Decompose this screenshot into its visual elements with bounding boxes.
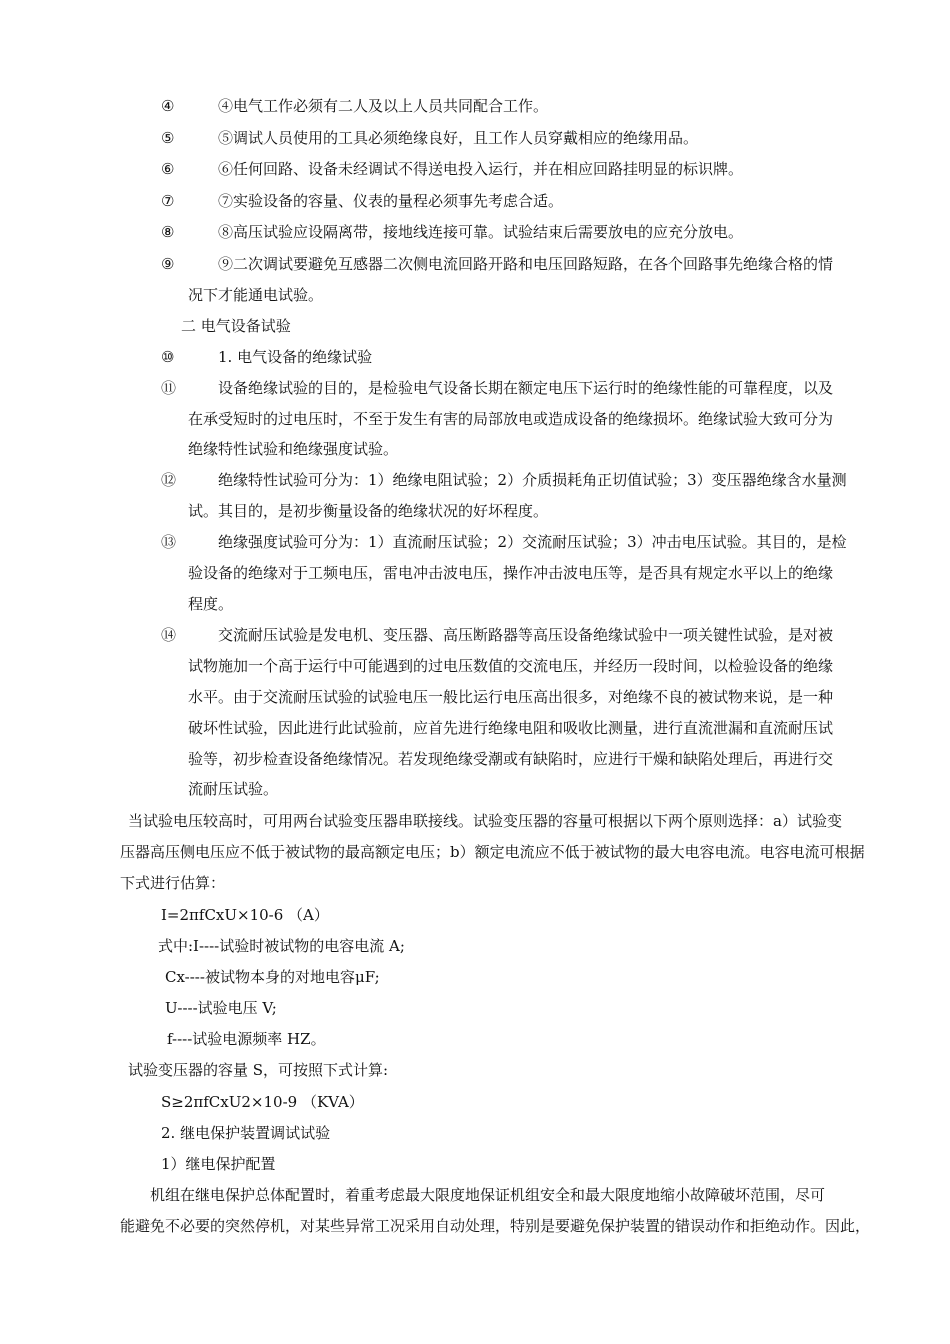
formula-definition: 式中:I----试验时被试物的电容电流 A; [158, 937, 405, 955]
paragraph-line: 试验变压器的容量 S，可按照下式计算: [128, 1061, 389, 1079]
item-text: 绝缘特性试验可分为：1）绝缘电阻试验；2）介质损耗角正切值试验；3）变压器绝缘含水量测 [218, 471, 847, 489]
item-marker: ⑫ [161, 471, 177, 489]
item-text: 绝缘强度试验可分为：1）直流耐压试验；2）交流耐压试验；3）冲击电压试验。其目的，是检 [218, 533, 847, 551]
item-marker: ⑭ [161, 626, 177, 644]
section-title: 2. 继电保护装置调试试验 [161, 1124, 331, 1142]
item-text: 试物施加一个高于运行中可能遇到的过电压数值的交流电压，并经历一段时间，以检验设备的绝缘 [188, 657, 834, 675]
item-text: ⑨二次调试要避免互感器二次侧电流回路开路和电压回路短路，在各个回路事先绝缘合格的情 [218, 255, 834, 273]
paragraph-line: 压器高压侧电压应不低于被试物的最高额定电压；b）额定电流应不低于被试物的最大电容电流。电容电流可根据 [120, 843, 865, 861]
item-text: ⑤调试人员使用的工具必须绝缘良好，且工作人员穿戴相应的绝缘用品。 [218, 129, 699, 147]
item-marker: ⑪ [161, 379, 177, 397]
paragraph-line: 下式进行估算： [120, 874, 226, 892]
item-marker: ④ [161, 97, 175, 115]
item-text: 水平。由于交流耐压试验的试验电压一般比运行电压高出很多，对绝缘不良的被试物来说，是一种 [188, 688, 834, 706]
item-marker: ⑧ [161, 223, 175, 241]
item-text: 在承受短时的过电压时，不至于发生有害的局部放电或造成设备的绝缘损坏。绝缘试验大致可分为 [188, 410, 834, 428]
formula-capacity: S≥2πfCxU2×10-9 （KVA） [161, 1093, 364, 1111]
item-marker: ⑨ [161, 255, 175, 273]
formula-definition: U----试验电压 V; [165, 999, 277, 1017]
item-text: 设备绝缘试验的目的，是检验电气设备长期在额定电压下运行时的绝缘性能的可靠程度，以及 [218, 379, 834, 397]
subsection-title: 1. 电气设备的绝缘试验 [218, 348, 373, 366]
item-text: ⑥任何回路、设备未经调试不得送电投入运行，并在相应回路挂明显的标识牌。 [218, 160, 744, 178]
item-text: 绝缘特性试验和绝缘强度试验。 [188, 440, 399, 458]
item-text: ⑦实验设备的容量、仪表的量程必须事先考虑合适。 [218, 192, 564, 210]
item-text: 破坏性试验，因此进行此试验前，应首先进行绝缘电阻和吸收比测量，进行直流泄漏和直流耐压试 [188, 719, 834, 737]
item-marker: ⑥ [161, 160, 175, 178]
paragraph-line: 机组在继电保护总体配置时，着重考虑最大限度地保证机组安全和最大限度地缩小故障破坏范围，尽可 [150, 1186, 826, 1204]
paragraph-line: 当试验电压较高时，可用两台试验变压器串联接线。试验变压器的容量可根据以下两个原则选择：a）试验变 [128, 812, 842, 830]
formula-definition: f----试验电源频率 HZ。 [167, 1030, 326, 1048]
section-heading: 二 电气设备试验 [181, 317, 291, 335]
paragraph-line: 能避免不必要的突然停机，对某些异常工况采用自动处理，特别是要避免保护装置的错误动作和拒绝动作。因此， [120, 1217, 871, 1235]
item-marker: ⑤ [161, 129, 175, 147]
subsection-title: 1）继电保护配置 [161, 1155, 276, 1173]
item-text: 流耐压试验。 [188, 780, 279, 798]
item-text: 试。其目的，是初步衡量设备的绝缘状况的好坏程度。 [188, 502, 549, 520]
item-text: 交流耐压试验是发电机、变压器、高压断路器等高压设备绝缘试验中一项关键性试验，是对被 [218, 626, 834, 644]
item-text: 况下才能通电试验。 [188, 286, 324, 304]
item-text: 验等，初步检查设备绝缘情况。若发现绝缘受潮或有缺陷时，应进行干燥和缺陷处理后，再进行交 [188, 750, 834, 768]
item-marker: ⑩ [161, 348, 175, 366]
formula-capacitive-current: I=2πfCxU×10-6 （A） [161, 906, 329, 924]
item-marker: ⑦ [161, 192, 175, 210]
item-marker: ⑬ [161, 533, 177, 551]
item-text: ④电气工作必须有二人及以上人员共同配合工作。 [218, 97, 549, 115]
item-text: ⑧高压试验应设隔离带，接地线连接可靠。试验结束后需要放电的应充分放电。 [218, 223, 744, 241]
item-text: 验设备的绝缘对于工频电压，雷电冲击波电压，操作冲击波电压等，是否具有规定水平以上的绝缘 [188, 564, 834, 582]
formula-definition: Cx----被试物本身的对地电容μF; [165, 968, 380, 986]
item-text: 程度。 [188, 595, 234, 613]
